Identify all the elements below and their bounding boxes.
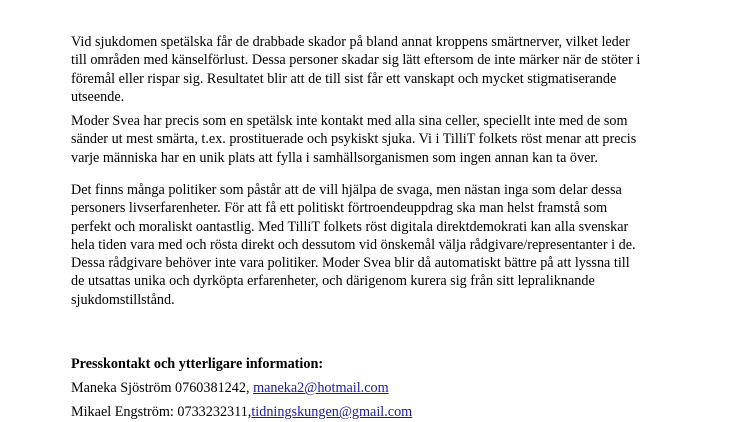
- paragraph-line: föremål eller rispar sig. Resultatet blir att de till sist får ett vanskapt och mycket stigmatiserande: [71, 70, 617, 87]
- paragraph-line: till områden med känselförlust. Dessa personer skadar sig lätt eftersom de inte märker när de stöter i: [71, 52, 641, 69]
- contact-mikael: [71, 402, 412, 422]
- paragraph-line: personers livserfarenheter. För att få ett politiskt förtroendeuppdrag ska man helst framstå som: [71, 200, 608, 217]
- paragraph-line: utseende.: [71, 88, 125, 105]
- contact-maneka: [71, 378, 389, 398]
- contact-name-phone: Maneka Sjöström 0760381242,: [71, 380, 254, 396]
- paragraph-line: perfekt och moraliskt oantastlig. Med TilliT folkets röst digitala direktdemokrati kan alla svenskar: [71, 218, 629, 235]
- press-contact-heading: Presskontakt och ytterligare information:: [71, 356, 324, 372]
- email-link-maneka[interactable]: maneka2@hotmail.com: [253, 380, 389, 396]
- paragraph-line: varje människa har en unik plats att fylla i samhällsorganismen som ingen annan kan ta över.: [71, 149, 598, 166]
- paragraph-politicians: [71, 181, 636, 309]
- paragraph-moder-svea: [71, 112, 636, 167]
- paragraph-leprosy: [71, 33, 640, 106]
- paragraph-line: de utsattas unika och dyrköpta erfarenheter, och därigenom kurera sig från sitt lepraliknande: [71, 273, 595, 290]
- email-link-mikael[interactable]: tidningskungen@gmail.com: [251, 404, 413, 420]
- paragraph-line: sänder ut mest smärta, t.ex. prostituerade och psykiskt sjuka. Vi i TilliT folkets röst menar att precis: [71, 131, 637, 148]
- paragraph-line: Det finns många politiker som påstår att de vill hjälpa de svaga, men nästan inga som delar dessa: [71, 182, 622, 198]
- paragraph-line: hela tiden vara med och rösta direkt och dessutom vid önskemål välja rådgivare/representanter i de.: [71, 236, 636, 253]
- contact-name-phone: Mikael Engström: 0733232311,: [71, 404, 252, 420]
- paragraph-line: Moder Svea har precis som en spetälsk inte kontakt med alla sina celler, speciellt inte med de som: [71, 113, 628, 129]
- paragraph-line: Dessa rådgivare behöver inte vara politiker. Moder Svea blir då automatiskt bättre på att lyssna till: [71, 255, 630, 272]
- paragraph-line: Vid sjukdomen spetälska får de drabbade skador på bland annat kroppens smärtnerver, vilket leder: [71, 34, 630, 50]
- paragraph-line: sjukdomstillstånd.: [71, 291, 175, 308]
